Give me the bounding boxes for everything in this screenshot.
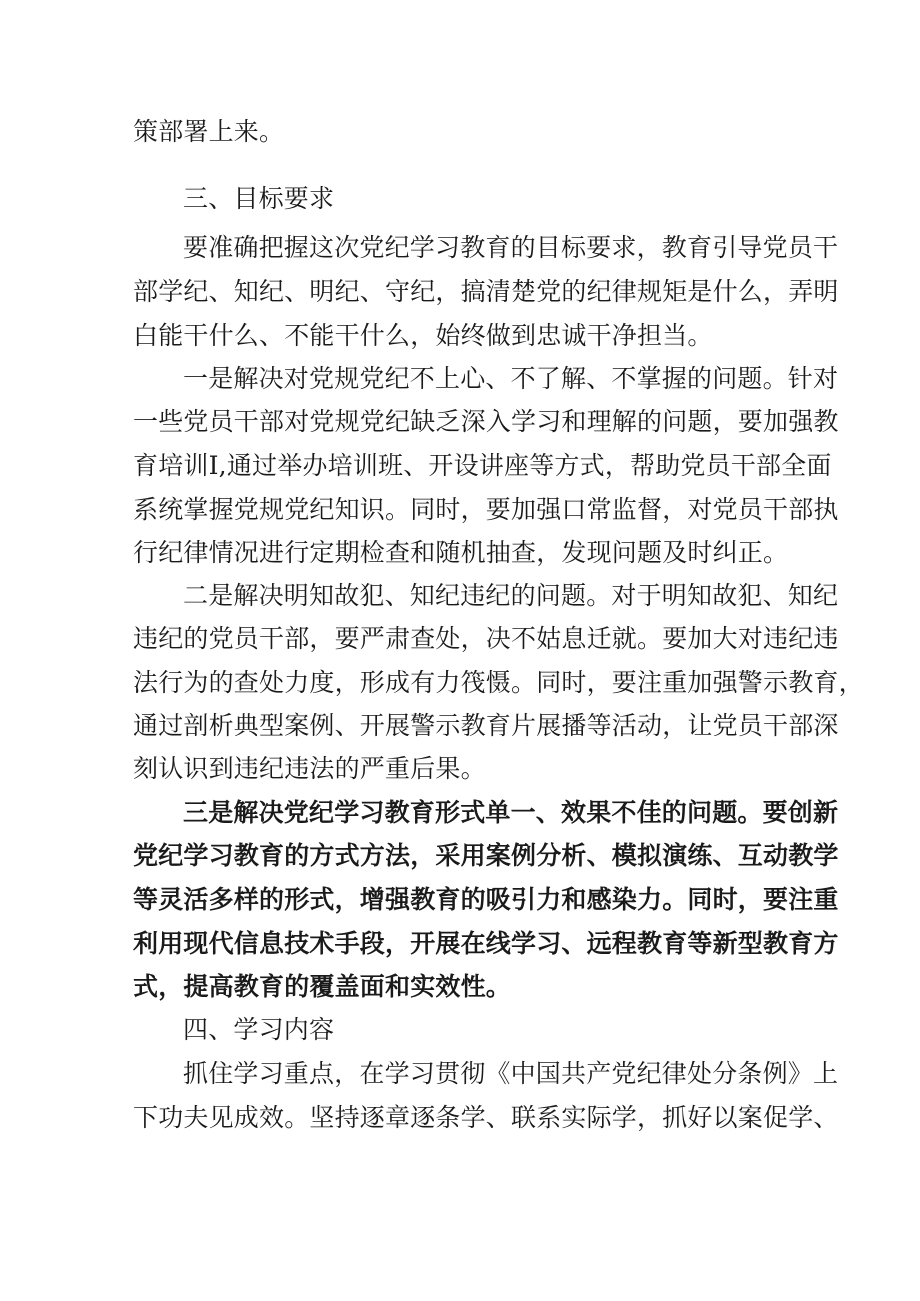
- bold-paragraph-line: 党纪学习教育的方式方法，采用案例分析、模拟演练、互动教学: [133, 841, 839, 870]
- paragraph-line: 通过剖析典型案例、开展警示教育片展播等活动，让党员干部深: [133, 711, 839, 740]
- section-heading-4: 四、学习内容: [183, 1015, 335, 1044]
- bold-paragraph-line: 三是解决党纪学习教育形式单一、效果不佳的问题。要创新: [183, 798, 839, 827]
- paragraph-line: 系统掌握党规党纪知识。同时，要加强口常监督，对党员干部执: [133, 495, 839, 524]
- text-line: 策部署上来。: [133, 117, 285, 146]
- paragraph-line: 下功夫见成效。坚持逐章逐条学、联系实际学，抓好以案促学、: [133, 1103, 839, 1132]
- paragraph-line: 白能干什么、不能干什么，始终做到忠诚干净担当。: [133, 321, 713, 350]
- paragraph-line: 违纪的党员干部，要严肃查处，决不姑息迁就。要加大对违纪违: [133, 624, 839, 653]
- bold-paragraph-line: 利用现代信息技术手段，开展在线学习、远程教育等新型教育方: [133, 929, 839, 958]
- section-heading-3: 三、目标要求: [183, 184, 335, 213]
- paragraph-line: 一是解决对党规党纪不上心、不了解、不掌握的问题。针对: [183, 364, 839, 393]
- paragraph-line: 要准确把握这次党纪学习教育的目标要求，教育引导党员干: [183, 233, 839, 262]
- bold-paragraph-line: 等灵活多样的形式，增强教育的吸引力和感染力。同时，要注重: [133, 885, 839, 914]
- paragraph-line: 刻认识到违纪违法的严重后果。: [133, 754, 486, 783]
- paragraph-line: 一些党员干部对党规党纪缺乏深入学习和理解的问题，要加强教: [133, 407, 839, 436]
- bold-paragraph-line: 式，提高教育的覆盖面和实效性。: [133, 972, 512, 1001]
- paragraph-line: 部学纪、知纪、明纪、守纪，搞清楚党的纪律规矩是什么，弄明: [133, 277, 839, 306]
- paragraph-line: 法行为的查处力度，形成有力筏慑。同时，要注重加强警示教育，: [133, 668, 864, 697]
- paragraph-line: 二是解决明知故犯、知纪违纪的问题。对于明知故犯、知纪: [183, 581, 839, 610]
- paragraph-line: 育培训I,通过举办培训班、开设讲座等方式，帮助党员干部全面: [133, 451, 832, 480]
- paragraph-line: 行纪律情况进行定期检查和随机抽查，发现问题及时纠正。: [133, 538, 789, 567]
- paragraph-line: 抓住学习重点，在学习贯彻《中国共产党纪律处分条例》上: [183, 1059, 839, 1088]
